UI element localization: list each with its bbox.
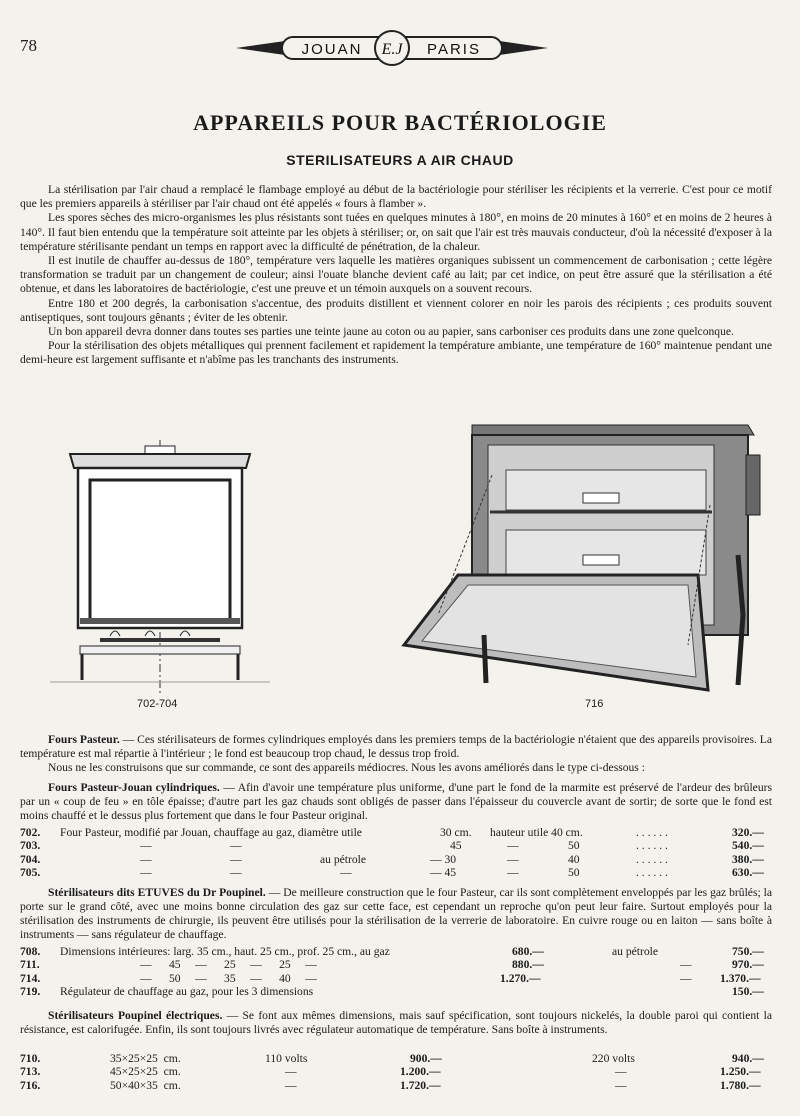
table-row: [20, 1065, 772, 1078]
section-poupinel-electriques: [20, 1009, 772, 1037]
section-fours-pasteur: [20, 733, 772, 775]
item-dash: —: [230, 866, 242, 880]
price-110: 900.—: [410, 1052, 442, 1065]
logo-monogram: E.J: [381, 41, 403, 58]
leader-dots: . . . . . .: [636, 839, 668, 853]
intro-paragraph: La stérilisation par l'air chaud a remplacé le flambage employé au début de la bactériologie pour stériliser les récipients et la verrerie. C'est pour ce motif que les premiers appareils à stériliser par l'air chaud ont été appelés « fours à flamber ».: [20, 183, 772, 211]
figure-caption-left: 702-704: [137, 698, 178, 710]
item-description: —: [140, 866, 152, 880]
item-dimensions: 45×25×25 cm.: [110, 1065, 181, 1079]
voltage-220: 220 volts: [592, 1052, 635, 1065]
section-text: — Ces stérilisateurs de formes cylindriques employés dans les premiers temps de la bactériologie n'étaient que des appareils provisoires. La température est mal répartie à l'intérieur ; le fond est beaucoup trop chaud, le dessus trop froid.: [20, 733, 772, 760]
price-table-electriques: [20, 1052, 772, 1092]
item-price: 540.—: [732, 839, 764, 853]
item-dash: —: [507, 839, 519, 853]
item-number: 708.: [20, 945, 41, 958]
page-subtitle: STERILISATEURS A AIR CHAUD: [286, 152, 514, 168]
petrol-label: —: [680, 971, 692, 985]
item-price: 380.—: [732, 852, 764, 866]
section-heading: Fours Pasteur-Jouan cylindriques.: [48, 781, 220, 794]
item-number: 710.: [20, 1052, 41, 1065]
item-height: 40: [568, 852, 580, 866]
leader-dots: . . . . . .: [636, 826, 668, 839]
item-diameter: 30 cm.: [440, 826, 472, 839]
petrol-label: au pétrole: [612, 945, 659, 958]
item-description: Four Pasteur, modifié par Jouan, chauffage au gaz, diamètre utile: [60, 826, 362, 839]
voltage-110: 110 volts: [265, 1052, 308, 1065]
section-pasteur-jouan: [20, 781, 772, 823]
price-110: 1.720.—: [400, 1078, 441, 1092]
intro-paragraph: Les spores sèches des micro-organismes les plus résistants sont tuées en quelques minutes à 180°, en moins de 20 minutes à 160° et en moins de 2 heures à 140°. Il faut bien entendu que la température soit atteinte par les objets à stériliser; or, on sait que l'air est très mauvais conducteur, d'où la nécessité d'exposer à la température stérilisante pendant un temps en rapport avec la difficulté de pénétration, de la chaleur.: [20, 211, 772, 253]
item-number: 703.: [20, 839, 41, 853]
item-dash: —: [230, 852, 242, 866]
jouan-paris-logo: [232, 28, 552, 68]
item-diameter: — 45: [430, 866, 457, 880]
gas-price: 1.270.—: [500, 971, 541, 985]
voltage-220: —: [615, 1065, 627, 1079]
item-price: 630.—: [732, 866, 764, 880]
leader-dots: . . . . . .: [636, 866, 668, 880]
item-number: 719.: [20, 985, 41, 999]
section-etuves-poupinel: [20, 886, 772, 942]
item-description: —: [140, 839, 152, 853]
intro-text: [20, 183, 772, 368]
item-description: Régulateur de chauffage au gaz, pour les 3 dimensions: [60, 985, 314, 999]
item-number: 702.: [20, 826, 41, 839]
logo-left-word: JOUAN: [301, 41, 363, 58]
price-table-etuves: [20, 945, 772, 999]
item-number: 704.: [20, 852, 41, 866]
petrol-price: 1.370.—: [720, 971, 761, 985]
section-text: — De meilleure construction que le four Pasteur, car ils sont complètement enveloppés par les gaz brûlés; la porte sur le grand côté, avec une moins bonne circulation des gaz sur cette face, est cependant un reproche qu'on peut leur faire. Surtout employés pour la stérilisation des instruments de chirurgie, ils peuvent être utilisés pour la stérilisation de la verrerie de laboratoire. En cuivre rouge ou en laiton — sans boîte à instruments — sans régulateur de chauffage.: [20, 886, 772, 941]
leader-dots: . . . . . .: [636, 852, 668, 866]
table-row: [20, 853, 772, 866]
voltage-110: —: [285, 1065, 297, 1079]
item-dash: —: [507, 852, 519, 866]
item-fuel: —: [340, 866, 352, 880]
price-220: 1.780.—: [720, 1078, 761, 1092]
item-fuel: au pétrole: [320, 852, 367, 866]
intro-paragraph: Il est inutile de chauffer au-dessus de 180°, température vers laquelle les matières organiques subissent un commencement de carbonisation ; cette légère transformation se traduit par un changement de couleur; ainsi l'ouate blanche devient café au lait; par cet indice, on peut être assuré que la stérilisation a été obtenue, et dans les laboratoires de bactériologie, c'est une preuve et un témoin auxquels on a souvent recours.: [20, 254, 772, 296]
section-text: — Afin d'avoir une température plus uniforme, d'une part le fond de la marmite est préservé de l'ardeur des brûleurs par un « coup de feu » en tôle épaisse; d'autre part les gaz chauds sont obligés de passer dans l'épaisseur du couvercle avant de sortir; de sorte que le fond est moins chauffé et le dessus plus fortement que dans le four Pasteur original.: [20, 781, 772, 822]
price-220: 1.250.—: [720, 1065, 761, 1079]
item-height: hauteur utile 40 cm.: [490, 826, 583, 839]
item-description: Dimensions intérieures: larg. 35 cm., haut. 25 cm., prof. 25 cm., au gaz: [60, 945, 390, 958]
item-dash: —: [507, 866, 519, 880]
price-220: 940.—: [732, 1052, 764, 1065]
item-dimensions: 50×40×35 cm.: [110, 1078, 181, 1092]
table-row: [20, 1079, 772, 1092]
item-description: — 45 — 25 — 25 —: [140, 958, 317, 972]
item-price: 150.—: [732, 985, 764, 999]
voltage-220: —: [615, 1078, 627, 1092]
table-row: [20, 826, 772, 839]
voltage-110: —: [285, 1078, 297, 1092]
logo-right-word: PARIS: [427, 41, 481, 58]
poupinel-sterilizer-figure: [398, 415, 778, 695]
item-number: 714.: [20, 971, 41, 985]
table-row: [20, 1052, 772, 1065]
item-number: 713.: [20, 1065, 41, 1079]
intro-paragraph: Entre 180 et 200 degrés, la carbonisation s'accentue, des produits distillent et viennent colorer en noir les parois des récipients ; ces produits souvent antiseptiques, sont toujours gênants ; éviter de les obtenir.: [20, 296, 772, 324]
section-heading: Stérilisateurs dits ETUVES du Dr Poupinel.: [48, 886, 266, 899]
item-number: 705.: [20, 866, 41, 880]
petrol-label: —: [680, 958, 692, 972]
intro-paragraph: Un bon appareil devra donner dans toutes ses parties une teinte jaune au coton ou au papier, sans carboniser ces produits dans une zone quelconque.: [48, 325, 734, 339]
petrol-price: 970.—: [732, 958, 764, 972]
item-height: 50: [568, 866, 580, 880]
item-number: 716.: [20, 1078, 41, 1092]
table-row: [20, 958, 772, 971]
table-row: [20, 972, 772, 985]
section-text: — Se font aux mêmes dimensions, mais sauf spécification, sont toujours nickelés, la double paroi qui contient la résistance, est calorifugée. Enfin, ils sont toujours livrés avec régulateur automatique de température. Sans boîte à instruments.: [20, 1009, 772, 1036]
item-description: —: [140, 852, 152, 866]
item-diameter: 45: [450, 839, 462, 853]
item-description: — 50 — 35 — 40 —: [140, 971, 317, 985]
item-diameter: — 30: [430, 852, 457, 866]
item-price: 320.—: [732, 826, 764, 839]
gas-price: 680.—: [512, 945, 544, 958]
pasteur-oven-section-figure: [50, 440, 270, 700]
item-dash: —: [230, 839, 242, 853]
section-heading: Stérilisateurs Poupinel électriques.: [48, 1009, 223, 1022]
section-text: Nous ne les construisons que sur commande, ce sont des appareils médiocres. Nous les avons améliorés dans le type ci-dessous :: [48, 761, 645, 774]
intro-paragraph: Pour la stérilisation des objets métalliques qui prennent facilement et rapidement la température ambiante, une température de 160° maintenue pendant une demi-heure est largement suffisante et n'abîme pas les tranchants des instruments.: [20, 339, 772, 367]
item-height: 50: [568, 839, 580, 853]
petrol-price: 750.—: [732, 945, 764, 958]
figure-caption-right: 716: [585, 698, 604, 710]
section-heading: Fours Pasteur.: [48, 733, 120, 746]
table-row: [20, 945, 772, 958]
page-title: APPAREILS POUR BACTÉRIOLOGIE: [193, 110, 607, 135]
table-row: [20, 839, 772, 852]
item-number: 711.: [20, 958, 40, 972]
page-number: 78: [20, 36, 37, 55]
table-row: [20, 985, 772, 998]
item-dimensions: 35×25×25 cm.: [110, 1052, 181, 1065]
gas-price: 880.—: [512, 958, 544, 972]
table-row: [20, 866, 772, 879]
price-110: 1.200.—: [400, 1065, 441, 1079]
price-table-pasteur-jouan: [20, 826, 772, 880]
